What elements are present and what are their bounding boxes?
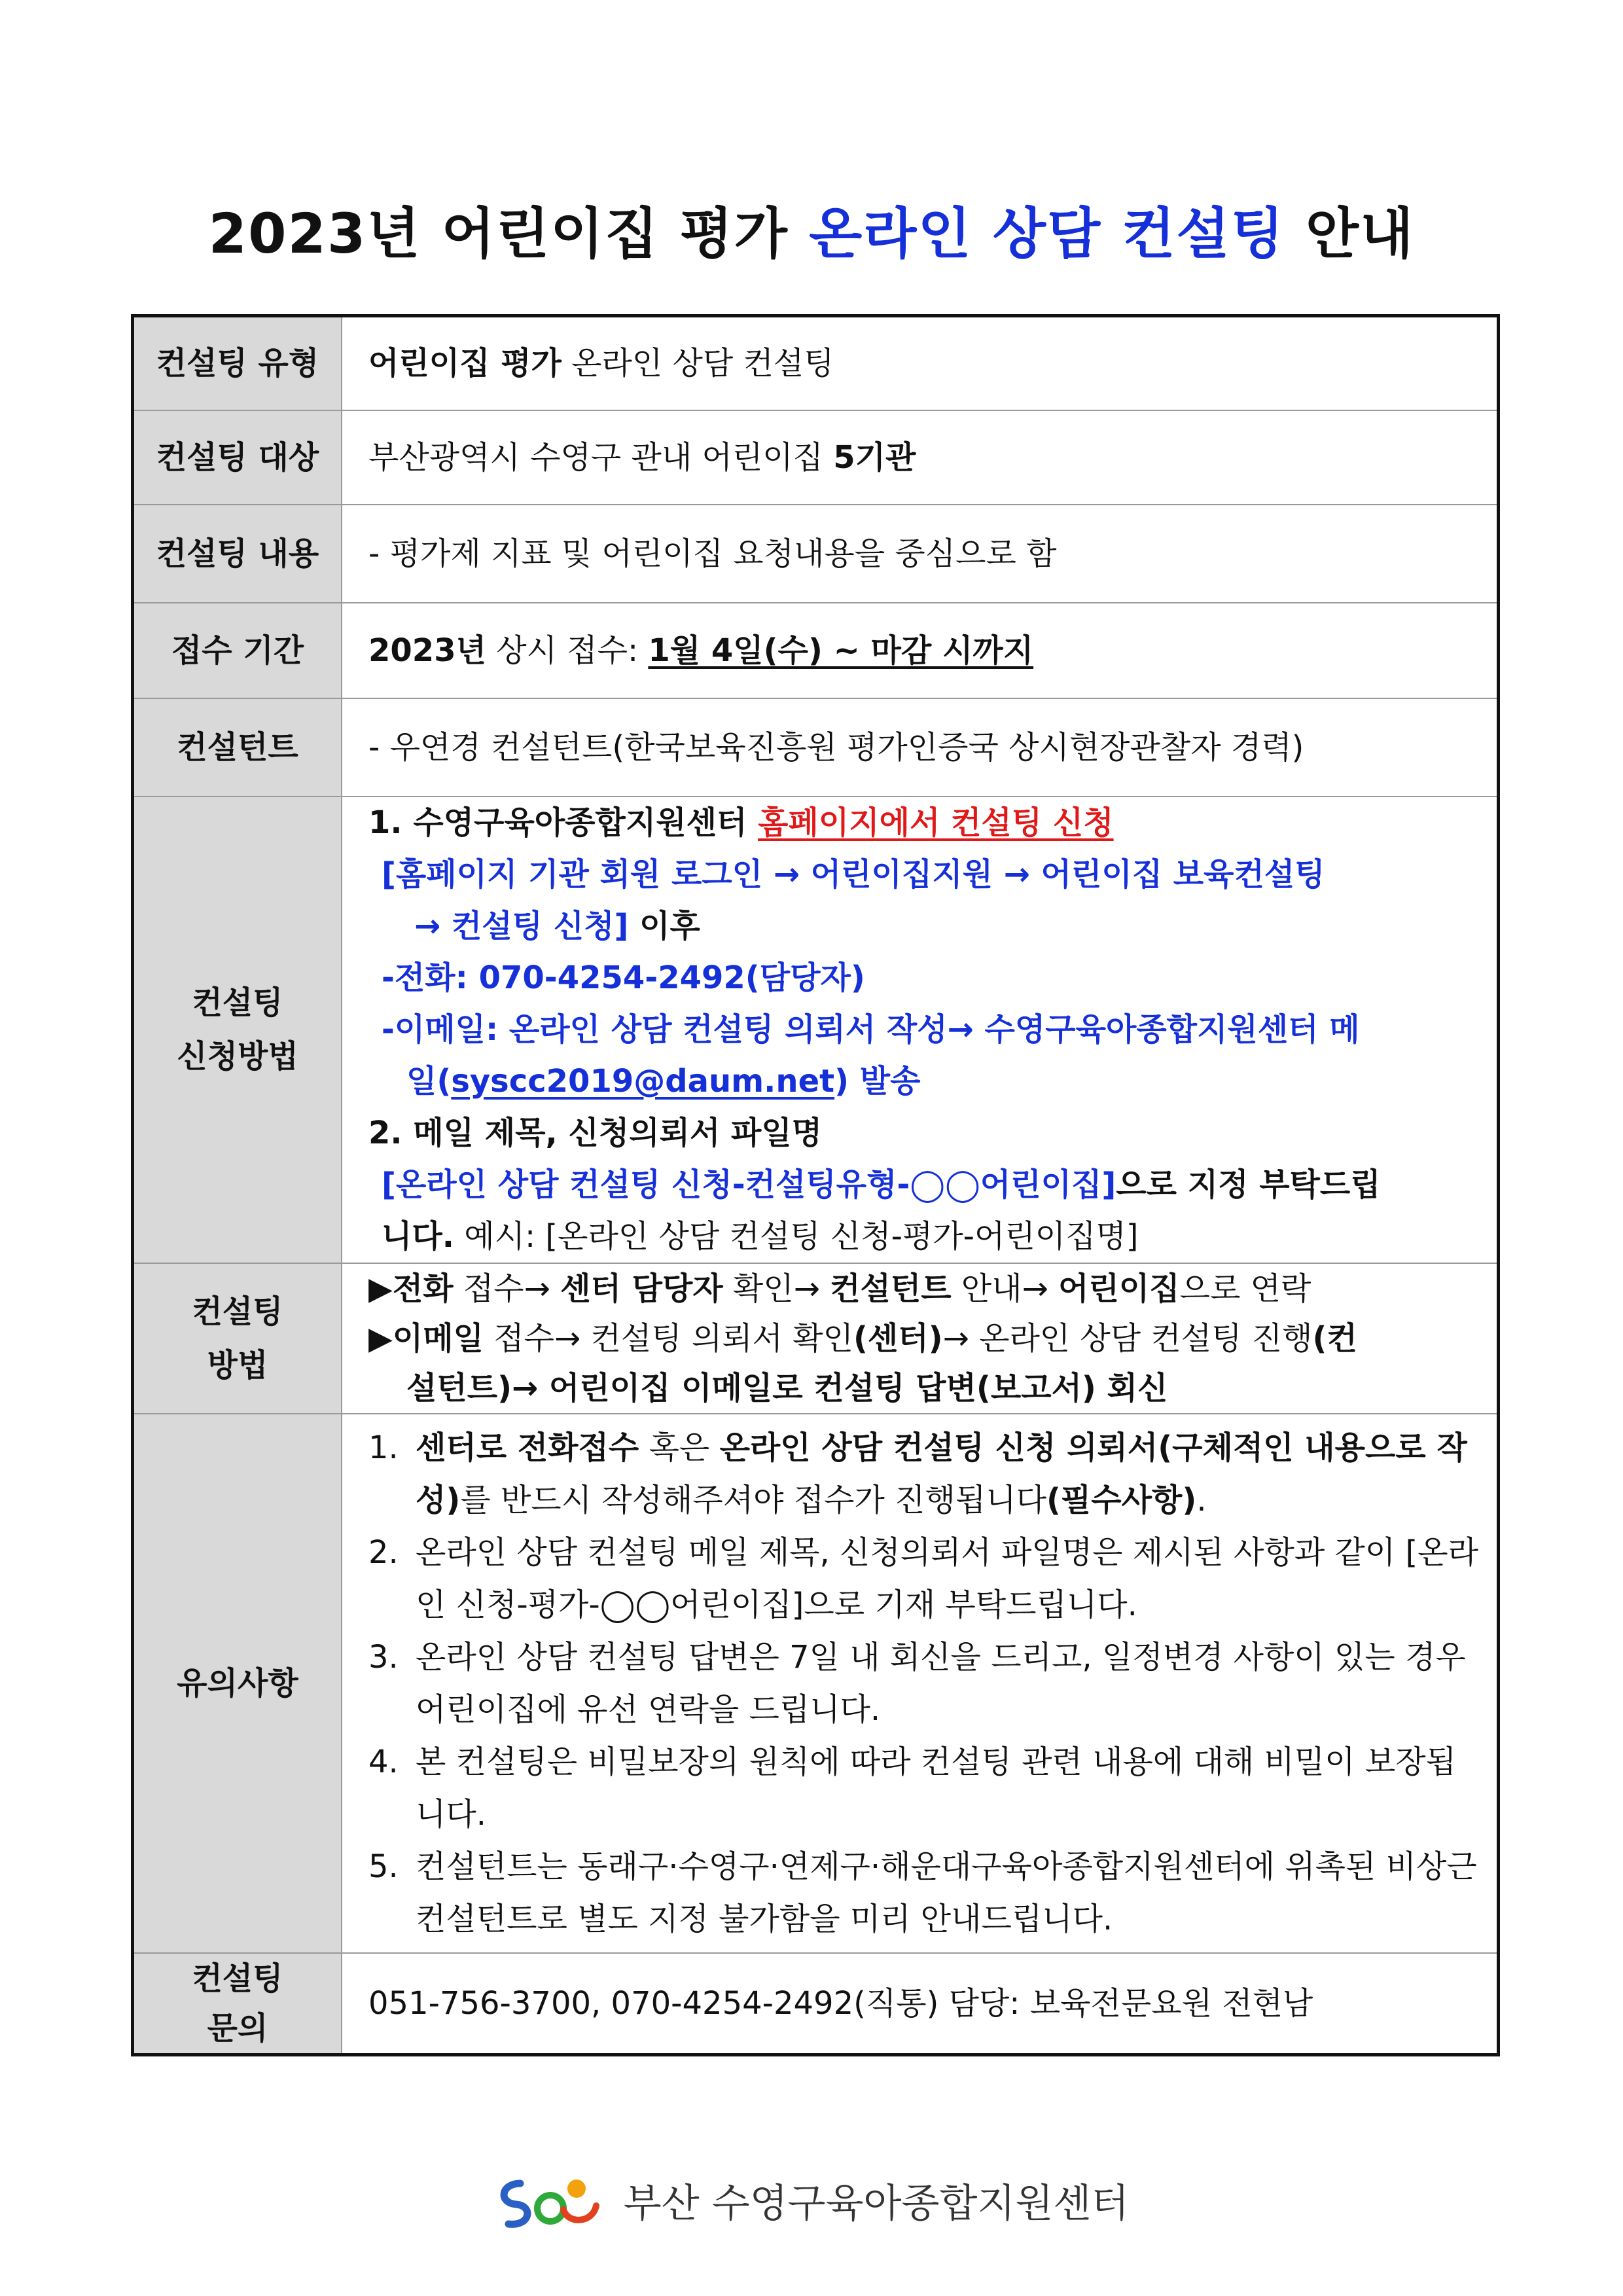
list-item: 4. 본 컨설팅은 비밀보장의 원칙에 따라 컨설팅 관련 내용에 대해 비밀이 보장됩니다. bbox=[368, 1743, 1456, 1833]
row-label-consultant: 컨설턴트 bbox=[133, 698, 342, 797]
center-logo-icon bbox=[494, 2172, 612, 2240]
footer bbox=[0, 2172, 1623, 2240]
row-label-period: 접수 기간 bbox=[133, 603, 342, 698]
row-label-target: 컨설팅 대상 bbox=[133, 410, 342, 505]
list-item: 5. 컨설턴트는 동래구·수영구·연제구·해운대구육아종합지원센터에 위촉된 비상근 컨설턴트로 별도 지정 불가함을 미리 안내드립니다. bbox=[368, 1848, 1477, 1937]
homepage-apply-link[interactable]: 홈페이지에서 컨설팅 신청 bbox=[758, 804, 1114, 841]
email-link[interactable]: syscc2019@daum.net bbox=[451, 1062, 835, 1100]
table-row bbox=[133, 797, 1499, 1263]
table-row bbox=[133, 698, 1499, 797]
footer-org-name: 부산 수영구육아종합지원센터 bbox=[623, 2181, 1130, 2227]
deadline-text: 1월 4일(수) ~ 마감 시까지 bbox=[648, 632, 1034, 669]
row-value-notes bbox=[342, 1414, 1499, 1953]
row-value-contact: 051-756-3700, 070-4254-2492(직통) 담당: 보육전문요원 전현남 bbox=[342, 1953, 1499, 2055]
row-label-method: 컨설팅 방법 bbox=[133, 1263, 342, 1414]
table-row bbox=[133, 603, 1499, 698]
table-row bbox=[133, 1953, 1499, 2055]
consulting-info-table bbox=[131, 314, 1500, 2056]
list-item: 3. 온라인 상담 컨설팅 답변은 7일 내 회신을 드리고, 일정변경 사항이 있는 경우 어린이집에 유선 연락을 드립니다. bbox=[368, 1638, 1466, 1728]
row-label-type: 컨설팅 유형 bbox=[133, 316, 342, 410]
row-value-method: ▶전화 접수→ 센터 담당자 확인→ 컨설턴트 안내→ 어린이집으로 연락 ▶이메일 접수→ 컨설팅 의뢰서 확인(센터)→ 온라인 상담 컨설팅 진행(컨 설턴트)→ 어린이집 이메일로 컨설팅 답변(보고서) 회신 bbox=[342, 1263, 1499, 1414]
row-value-consultant: - 우연경 컨설턴트(한국보육진흥원 평가인증국 상시현장관찰자 경력) bbox=[342, 698, 1499, 797]
row-label-apply: 컨설팅 신청방법 bbox=[133, 797, 342, 1263]
row-label-contact: 컨설팅 문의 bbox=[133, 1953, 342, 2055]
row-value-apply: 1. 수영구육아종합지원센터 홈페이지에서 컨설팅 신청 [홈페이지 기관 회원 로그인 → 어린이집지원 → 어린이집 보육컨설팅 → 컨설팅 신청] 이후 -전화: 070-4254-2492(담당자) -이메일: 온라인 상담 컨설팅 의뢰서 작성→ 수영구육아종합지원센터 메 일(syscc2019@daum.net) 발송 2. 메일 제목, 신청의뢰서 파일명 [온라인 상담 컨설팅 신청-컨설팅유형-◯◯어린이집]으로 지정 부탁드립 니다. 예시: [온라인 상담 컨설팅 신청-평가-어린이집명] bbox=[342, 797, 1499, 1263]
row-value-content: - 평가제 지표 및 어린이집 요청내용을 중심으로 함 bbox=[342, 505, 1499, 603]
table-row bbox=[133, 1414, 1499, 1953]
row-label-notes: 유의사항 bbox=[133, 1414, 342, 1953]
table-row bbox=[133, 1263, 1499, 1414]
row-label-content: 컨설팅 내용 bbox=[133, 505, 342, 603]
table-row bbox=[133, 316, 1499, 410]
row-value-target: 부산광역시 수영구 관내 어린이집 5기관 bbox=[342, 410, 1499, 505]
row-value-period: 2023년 상시 접수: 1월 4일(수) ~ 마감 시까지 bbox=[342, 603, 1499, 698]
list-item: 1. 센터로 전화접수 혹은 온라인 상담 컨설팅 신청 의뢰서(구체적인 내용으로 작성)를 반드시 작성해주셔야 접수가 진행됩니다(필수사항). bbox=[368, 1429, 1467, 1518]
list-item: 2. 온라인 상담 컨설팅 메일 제목, 신청의뢰서 파일명은 제시된 사항과 같이 [온라인 신청-평가-◯◯어린이집]으로 기재 부탁드립니다. bbox=[368, 1534, 1478, 1623]
row-value-type: 어린이집 평가 온라인 상담 컨설팅 bbox=[342, 316, 1499, 410]
page-title: 2023년 어린이집 평가 온라인 상담 컨설팅 안내 bbox=[208, 202, 1415, 266]
table-row bbox=[133, 505, 1499, 603]
table-row bbox=[133, 410, 1499, 505]
